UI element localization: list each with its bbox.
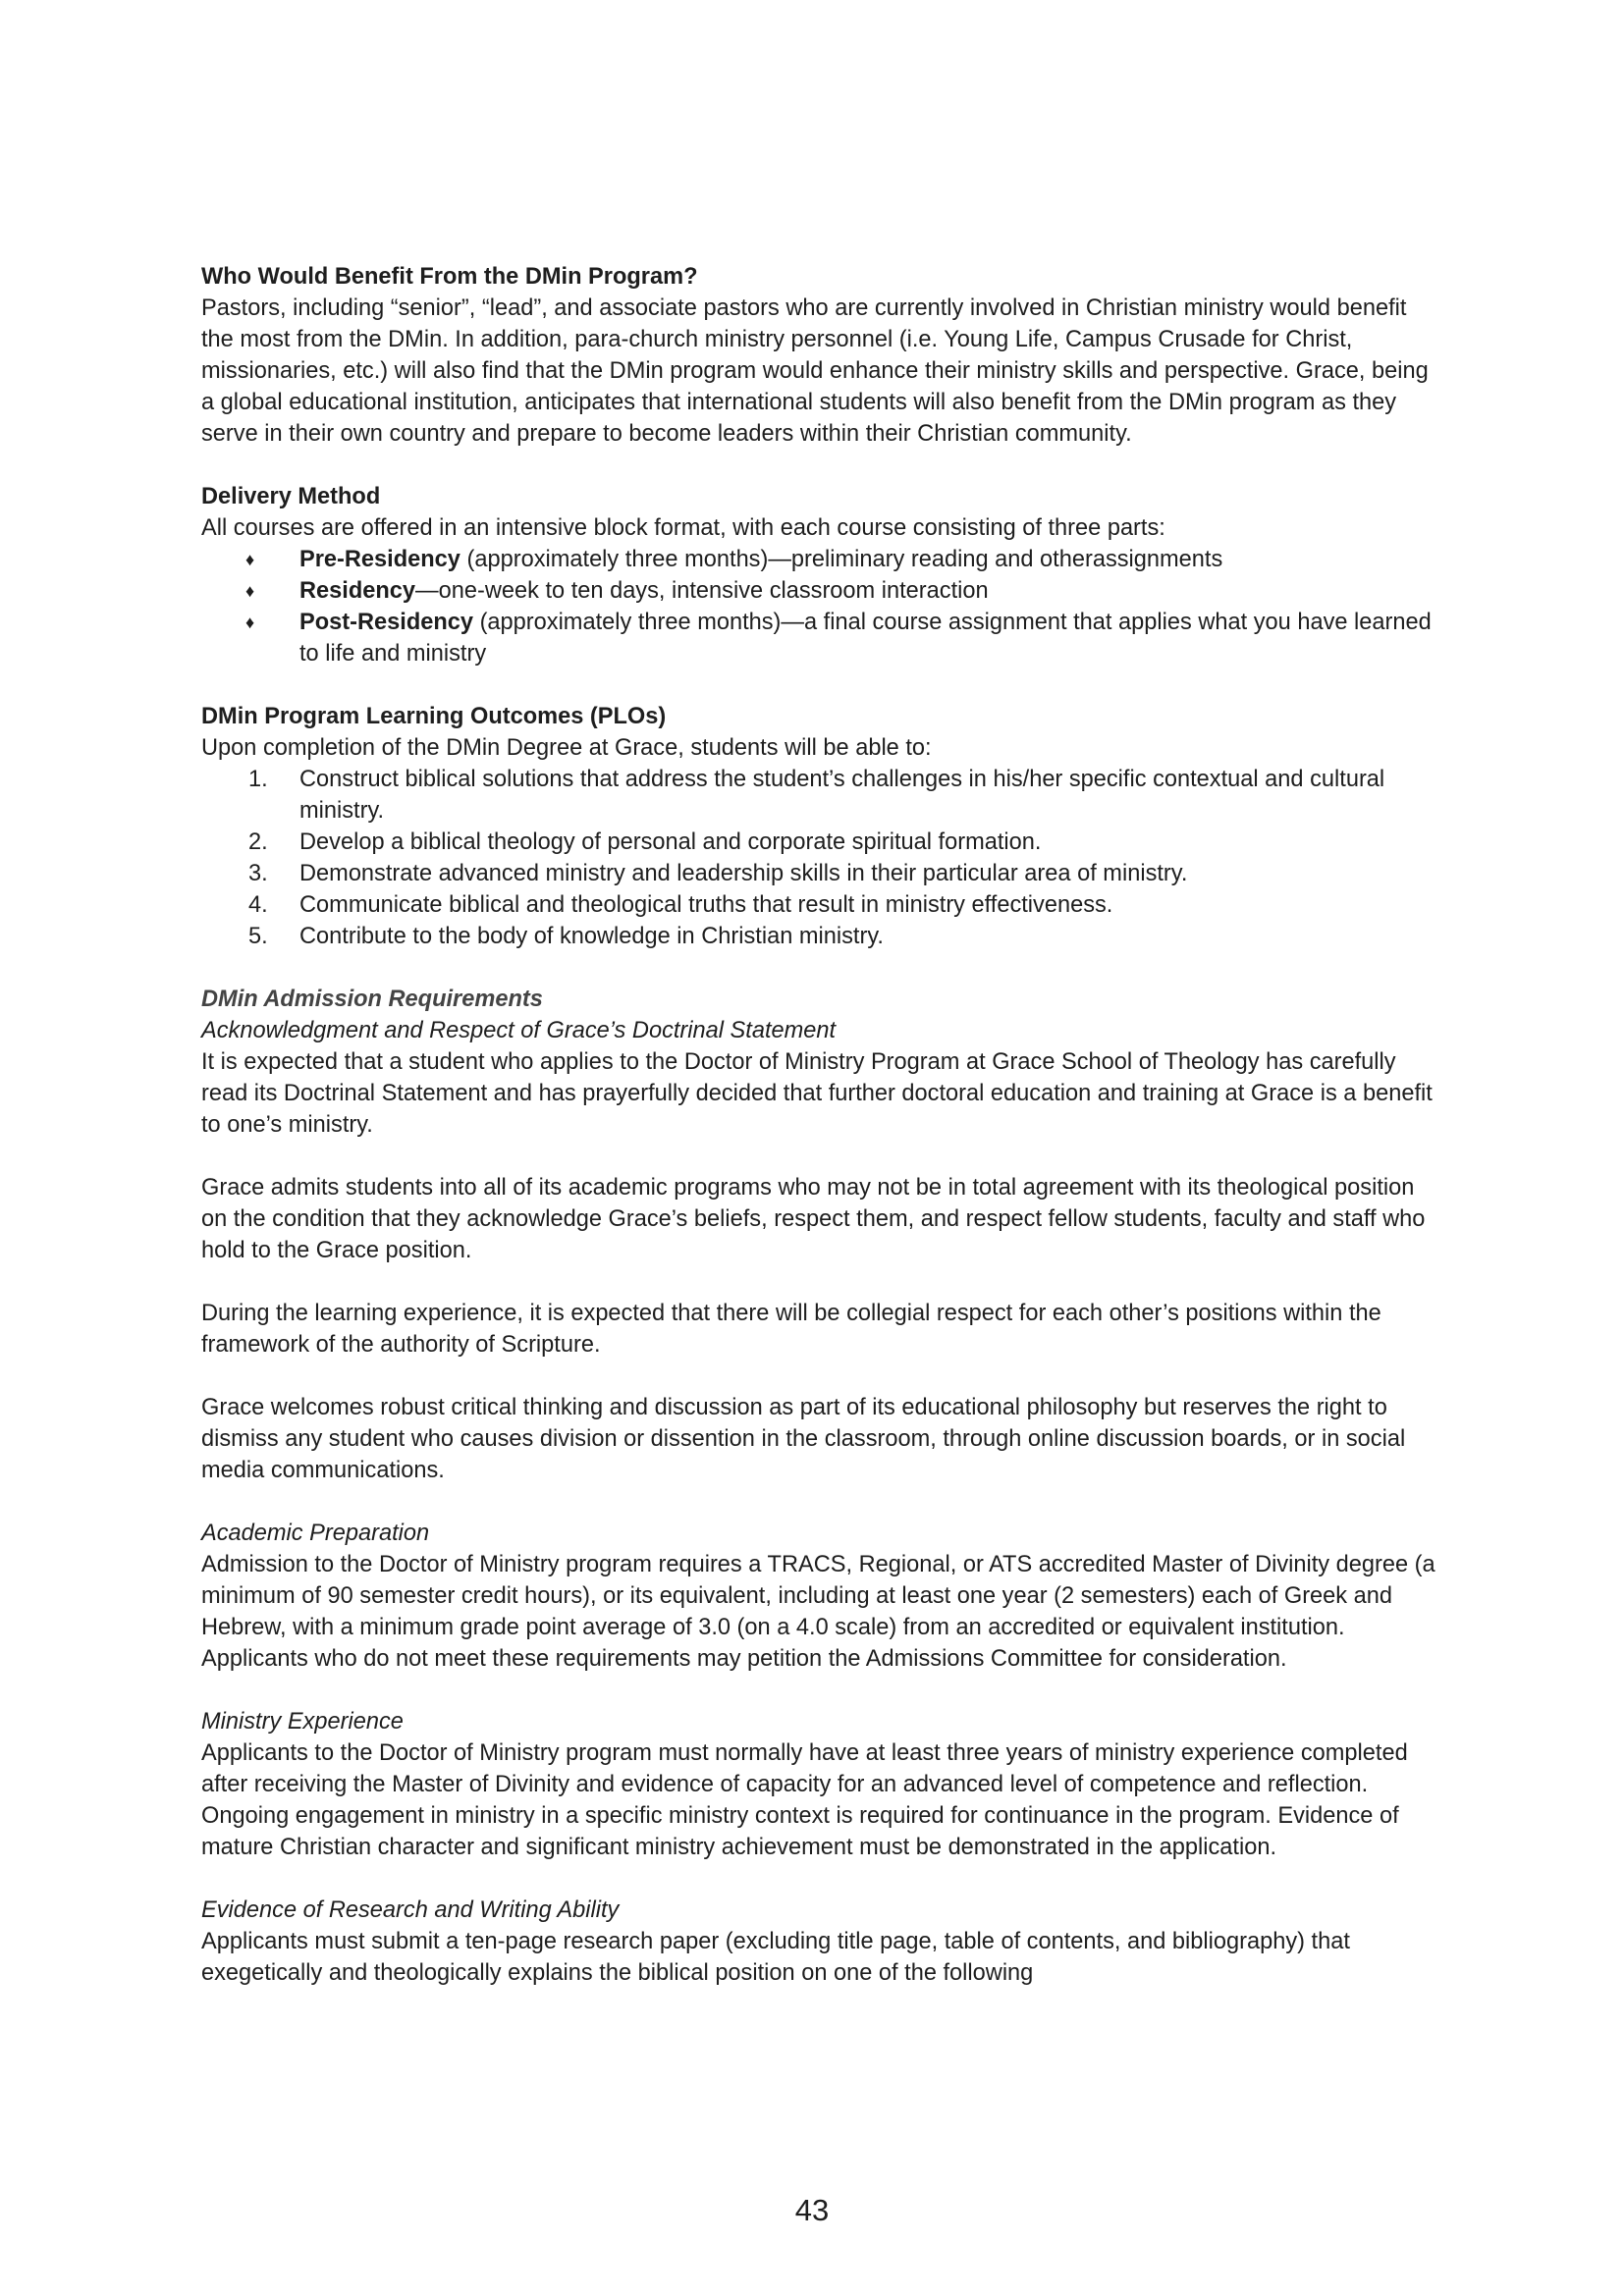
delivery-item-text: —one-week to ten days, intensive classroom interaction (415, 578, 989, 604)
research-body: Applicants must submit a ten-page research paper (excluding title page, table of contents, and bibliography) that exegetically and theologically explains the biblical position on one of the following (201, 1929, 1350, 1986)
ministry-body: Applicants to the Doctor of Ministry program must normally have at least three years of ministry experience completed after receiving the Master of Divinity and evidence of capacity for an advanced level of competence and reflection. Ongoing engagement in ministry in a specific ministry context is required for continuance in the program. Evidence of mature Christian character and significant ministry achievement must be demonstrated in the application. (201, 1740, 1408, 1860)
doctrinal-paragraph: It is expected that a student who applies to the Doctor of Ministry Program at Grace School of Theology has carefully read its Doctrinal Statement and has prayerfully decided that further doctoral education and training at Grace is a benefit to one’s ministry. (201, 1049, 1433, 1138)
plos-list (201, 764, 1438, 952)
doctrinal-paragraph: Grace admits students into all of its academic programs who may not be in total agreement with its theological position on the condition that they acknowledge Grace’s beliefs, respect them, and respect fellow students, faculty and staff who hold to the Grace position. (201, 1175, 1426, 1263)
plo-item (201, 921, 1438, 952)
plos-intro: Upon completion of the DMin Degree at Grace, students will be able to: (201, 735, 932, 761)
plo-item (201, 827, 1438, 858)
delivery-item (201, 607, 1438, 669)
delivery-item-text: (approximately three months)—preliminary reading and otherassignments (460, 547, 1223, 572)
plo-number: 5. (248, 924, 268, 949)
plo-item (201, 889, 1438, 921)
plo-text: Develop a biblical theology of personal and corporate spiritual formation. (299, 829, 1042, 855)
delivery-item-term: Post-Residency (299, 610, 474, 635)
delivery-item-term: Pre-Residency (299, 547, 460, 572)
page-number: 43 (794, 2193, 830, 2227)
diamond-bullet-icon: ♦ (245, 613, 255, 632)
plo-text: Communicate biblical and theological truths that result in ministry effectiveness. (299, 892, 1113, 918)
plo-number: 1. (248, 767, 268, 792)
plo-text: Contribute to the body of knowledge in Christian ministry. (299, 924, 884, 949)
benefit-body: Pastors, including “senior”, “lead”, and associate pastors who are currently involved in Christian ministry would benefit the most from the DMin. In addition, para-church ministry personnel (i.e. Young Life, Campus Crusade for Christ, missionaries, etc.) will also find that the DMin program would enhance their ministry skills and perspective. Grace, being a global educational institution, anticipates that international students will also benefit from the DMin program as they serve in their own country and prepare to become leaders within their Christian community. (201, 295, 1429, 447)
doctrinal-subheading: Acknowledgment and Respect of Grace’s Doctrinal Statement (201, 1018, 837, 1043)
research-subheading: Evidence of Research and Writing Ability (201, 1897, 620, 1923)
ministry-subheading: Ministry Experience (201, 1709, 404, 1735)
doctrinal-paragraph: During the learning experience, it is expected that there will be collegial respect for each other’s positions within the framework of the authority of Scripture. (201, 1301, 1381, 1358)
plo-text: Demonstrate advanced ministry and leadership skills in their particular area of ministry. (299, 861, 1188, 886)
academic-body: Admission to the Doctor of Ministry program requires a TRACS, Regional, or ATS accredited Master of Divinity degree (a minimum of 90 semester credit hours), or its equivalent, including at least one year (2 semesters) each of Greek and Hebrew, with a minimum grade point average of 3.0 (on a 4.0 scale) from an accredited or equivalent institution. Applicants who do not meet these requirements may petition the Admissions Committee for consideration. (201, 1552, 1435, 1672)
benefit-heading: Who Would Benefit From the DMin Program? (201, 264, 698, 290)
admission-heading: DMin Admission Requirements (201, 987, 543, 1012)
delivery-heading: Delivery Method (201, 484, 381, 509)
doctrinal-paragraph: Grace welcomes robust critical thinking and discussion as part of its educational philosophy but reserves the right to dismiss any student who causes division or dissention in the classroom, through online discussion boards, or in social media communications. (201, 1395, 1406, 1483)
academic-subheading: Academic Preparation (201, 1521, 430, 1546)
plo-number: 4. (248, 892, 268, 918)
delivery-item (201, 575, 1438, 607)
plo-item (201, 858, 1438, 889)
delivery-item (201, 544, 1438, 575)
plo-text: Construct biblical solutions that address the student’s challenges in his/her specific contextual and cultural ministry. (299, 767, 1385, 824)
plos-heading: DMin Program Learning Outcomes (PLOs) (201, 704, 667, 729)
diamond-bullet-icon: ♦ (245, 581, 255, 601)
delivery-item-text: (approximately three months)—a final course assignment that applies what you have learned to life and ministry (299, 610, 1432, 667)
delivery-intro: All courses are offered in an intensive block format, with each course consisting of three parts: (201, 515, 1165, 541)
plo-item (201, 764, 1438, 827)
document-page (201, 261, 1438, 1989)
delivery-item-term: Residency (299, 578, 416, 604)
plo-number: 3. (248, 861, 268, 886)
delivery-list (201, 544, 1438, 669)
plo-number: 2. (248, 829, 268, 855)
diamond-bullet-icon: ♦ (245, 550, 255, 569)
